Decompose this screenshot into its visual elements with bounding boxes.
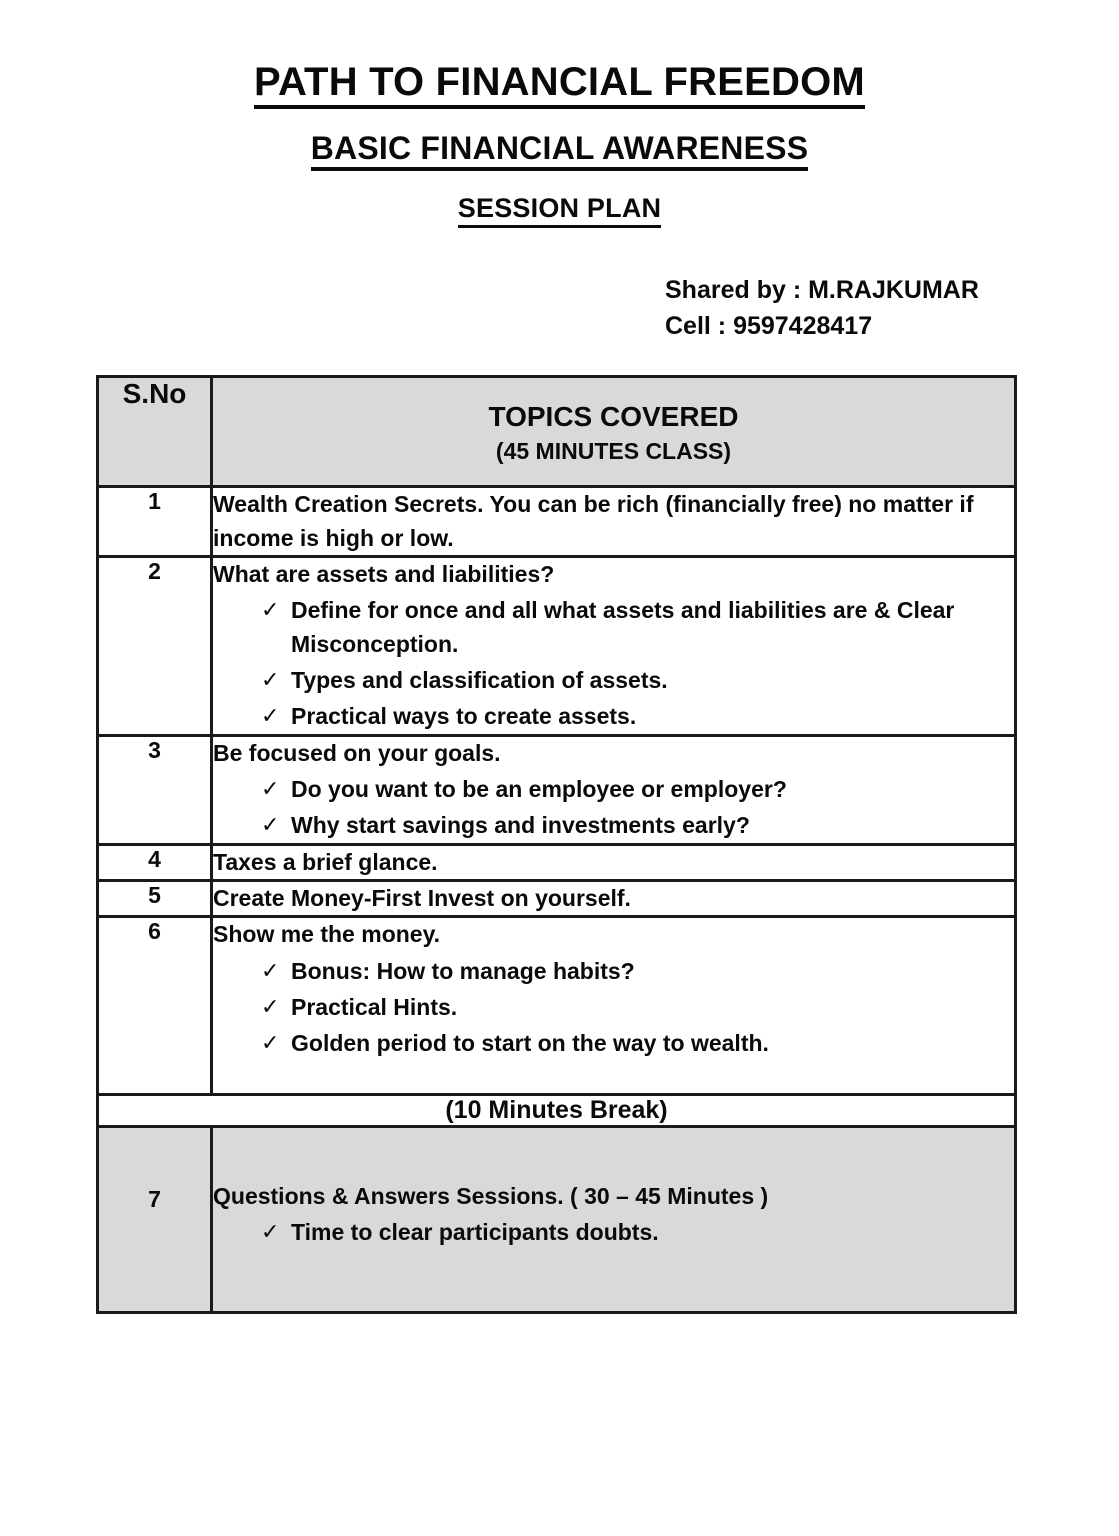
shared-by-cell: Cell : 9597428417 [665, 311, 873, 340]
page-subtitle-text: BASIC FINANCIAL AWARENESS [311, 132, 808, 171]
list-item: ✓ Types and classification of assets. [213, 664, 1014, 697]
break-label: (10 Minutes Break) [98, 1094, 1016, 1126]
shared-by-name: Shared by : M.RAJKUMAR [665, 276, 979, 304]
row-serial-number: 1 [98, 487, 212, 557]
row-serial-number: 7 [98, 1126, 212, 1313]
topic-heading: Questions & Answers Sessions. ( 30 – 45 Minutes ) [213, 1182, 769, 1209]
row-topic-cell [212, 1126, 1016, 1313]
topic-heading: Be focused on your goals. [213, 739, 501, 766]
list-item: ✓ Golden period to start on the way to wealth. [213, 1027, 1014, 1060]
table-row [98, 917, 1016, 1094]
list-item: ✓ Why start savings and investments early? [213, 809, 1014, 842]
list-item: ✓ Bonus: How to manage habits? [213, 955, 1014, 988]
check-icon: ✓ [261, 597, 280, 623]
row-topic-cell [212, 917, 1016, 1094]
table-row [98, 735, 1016, 844]
table-header-row [98, 377, 1016, 487]
row-serial-number: 6 [98, 917, 212, 1094]
topic-bullet-list [213, 594, 1014, 733]
column-header-topics [212, 377, 1016, 487]
column-header-topics-title: TOPICS COVERED [488, 401, 739, 432]
check-icon: ✓ [261, 957, 280, 983]
topic-heading: Taxes a brief glance. [213, 848, 438, 875]
row-topic-cell [212, 735, 1016, 844]
shared-by-block [665, 273, 979, 344]
list-item: ✓ Practical Hints. [213, 991, 1014, 1024]
row-serial-number: 5 [98, 880, 212, 916]
row-topic-cell [212, 844, 1016, 880]
document-title-block [0, 0, 1119, 228]
row-serial-number: 2 [98, 556, 212, 735]
page-section-title-text: SESSION PLAN [458, 195, 661, 228]
table-row [98, 1126, 1016, 1313]
table-break-row [98, 1094, 1016, 1126]
list-item: ✓ Define for once and all what assets and liabilities are & Clear Misconception. [213, 594, 1014, 661]
page-title-text: PATH TO FINANCIAL FREEDOM [254, 62, 865, 109]
check-icon: ✓ [261, 1030, 280, 1056]
topic-heading: Show me the money. [213, 921, 441, 948]
page-subtitle [0, 132, 1119, 171]
list-item: ✓ Time to clear participants doubts. [213, 1216, 1014, 1249]
page-section-title [0, 195, 1119, 228]
row-serial-number: 4 [98, 844, 212, 880]
check-icon: ✓ [261, 775, 280, 801]
column-header-topics-duration: (45 MINUTES CLASS) [495, 437, 732, 464]
check-icon: ✓ [261, 703, 280, 729]
list-item: ✓ Do you want to be an employee or employer? [213, 773, 1014, 806]
page-title [0, 62, 1119, 109]
check-icon: ✓ [261, 1219, 280, 1245]
topic-bullet-list [213, 955, 1014, 1061]
row-topic-cell [212, 556, 1016, 735]
row-topic-cell [212, 487, 1016, 557]
table-row [98, 487, 1016, 557]
topic-bullet-list [213, 1216, 1014, 1249]
session-plan-table [96, 375, 1017, 1314]
column-header-sno: S.No [98, 377, 212, 487]
topic-heading: What are assets and liabilities? [213, 560, 555, 587]
row-topic-cell [212, 880, 1016, 916]
row-serial-number: 3 [98, 735, 212, 844]
table-row [98, 844, 1016, 880]
list-item: ✓ Practical ways to create assets. [213, 700, 1014, 733]
topic-bullet-list [213, 773, 1014, 843]
topic-heading: Create Money-First Invest on yourself. [213, 884, 631, 911]
topic-heading: Wealth Creation Secrets. You can be rich (financially free) no matter if income is high or low. [213, 491, 974, 551]
check-icon: ✓ [261, 994, 280, 1019]
table-row [98, 556, 1016, 735]
table-row [98, 880, 1016, 916]
check-icon: ✓ [261, 812, 280, 838]
check-icon: ✓ [261, 666, 280, 692]
